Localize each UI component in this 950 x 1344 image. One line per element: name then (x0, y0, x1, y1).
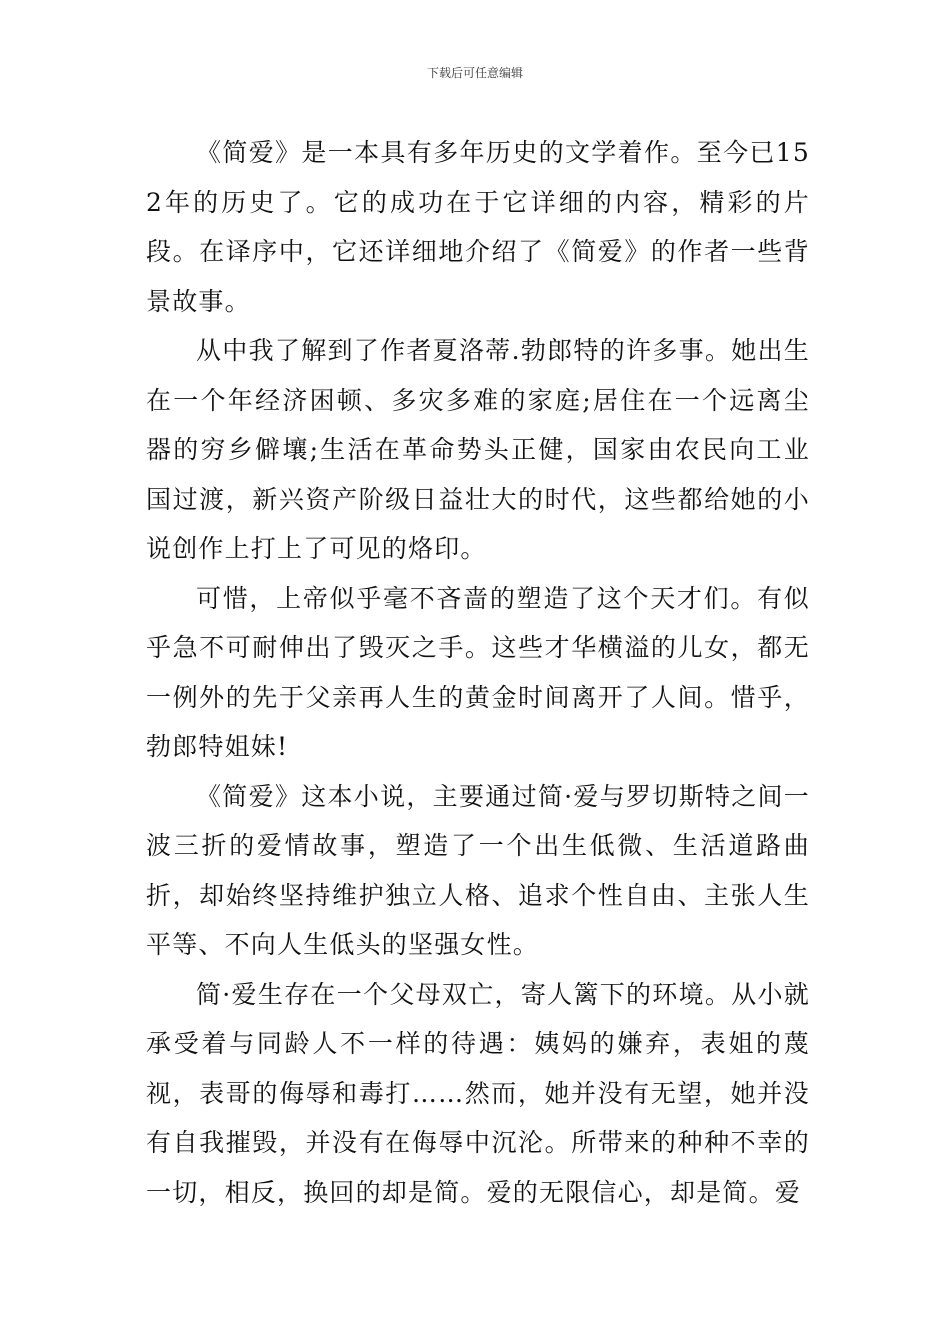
document-body (146, 128, 810, 1217)
paragraph-3: 可惜，上帝似乎毫不吝啬的塑造了这个天才们。有似乎急不可耐伸出了毁灭之手。这些才华横溢的儿女，都无一例外的先于父亲再人生的黄金时间离开了人间。惜乎，勃郎特姐妹! (146, 583, 810, 761)
paragraph-2: 从中我了解到了作者夏洛蒂.勃郎特的许多事。她出生在一个年经济困顿、多灾多难的家庭;居住在一个远离尘器的穷乡僻壤;生活在革命势头正健，国家由农民向工业国过渡，新兴资产阶级日益壮大的时代，这些都给她的小说创作上打上了可见的烙印。 (146, 336, 810, 563)
paragraph-4: 《简爱》这本小说，主要通过简·爱与罗切斯特之间一波三折的爱情故事，塑造了一个出生低微、生活道路曲折，却始终坚持维护独立人格、追求个性自由、主张人生平等、不向人生低头的坚强女性。 (146, 781, 810, 959)
paragraph-1: 《简爱》是一本具有多年历史的文学着作。至今已152年的历史了。它的成功在于它详细的内容，精彩的片段。在译序中，它还详细地介绍了《简爱》的作者一些背景故事。 (146, 138, 810, 316)
paragraph-5: 简·爱生存在一个父母双亡，寄人篱下的环境。从小就承受着与同龄人不一样的待遇：姨妈的嫌弃，表姐的蔑视，表哥的侮辱和毒打……然而，她并没有无望，她并没有自我摧毁，并没有在侮辱中沉沦。所带来的种种不幸的一切，相反，换回的却是简。爱的无限信心，却是简。爱 (146, 979, 810, 1207)
page-header: 下载后可任意编辑 (426, 66, 523, 80)
